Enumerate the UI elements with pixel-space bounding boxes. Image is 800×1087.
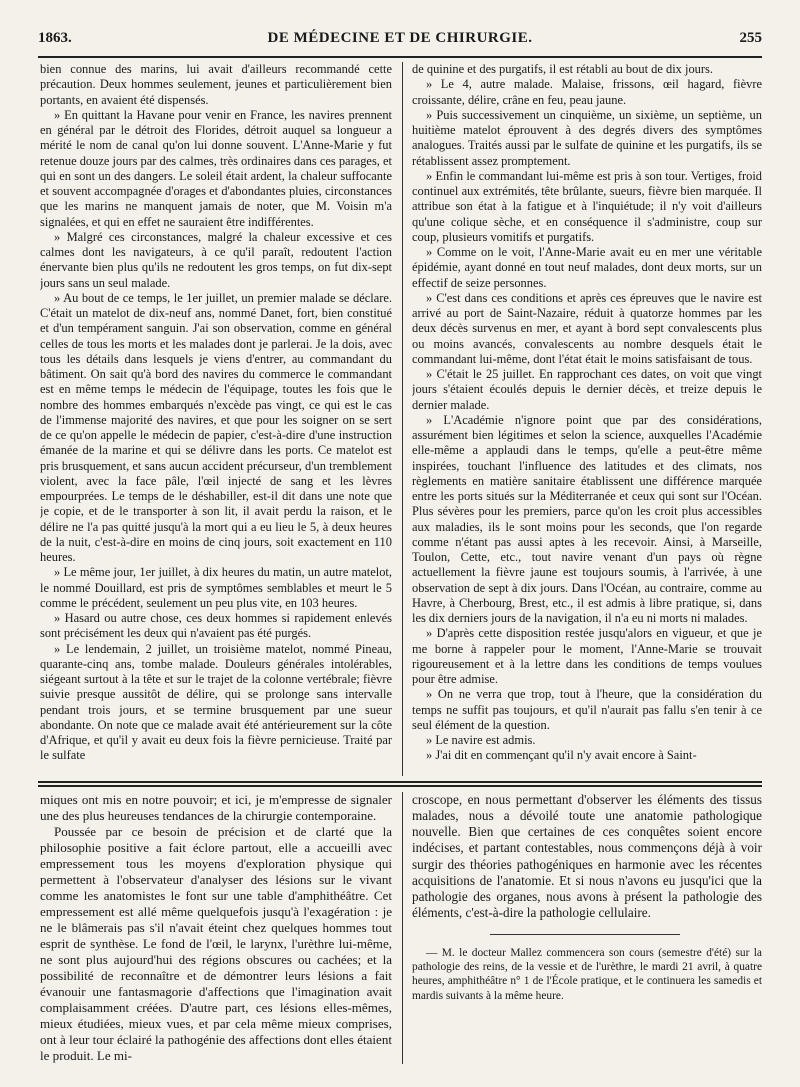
top-right-column [412,62,762,776]
paragraph: » En quittant la Havane pour venir en France, les navires prennent en général par le détroit des Florides, détroit auquel sa longueur a mérité le nom de canal qu'on lui donne souvent. L'Anne-Marie y fut retenue douze jours par des calmes, très ordinaires dans ces parages, et qui en sont un des dangers. Le soleil était ardent, la chaleur suffocante et souvent accompagnée d'orages et d'abondantes pluies, circonstances que les marins ne manquent jamais de noter, que M. Voisin m'a signalées, et qui en effet ne sauraient être indifférentes. [40,107,392,229]
paragraph: de quinine et des purgatifs, il est rétabli au bout de dix jours. [412,62,713,76]
paragraph: » Enfin le commandant lui-même est pris à son tour. Vertiges, froid continuel aux extrémités, tête brûlante, sueurs, fièvre bien marquée. Il attribue son état à la fatigue et à l'inquiétude; il n'y voit d'ailleurs qu'une colique sèche, et en conséquence il s'administre, coup sur coup, plusieurs vomitifs et purgatifs. [412,168,762,244]
paragraph: miques ont mis en notre pouvoir; et ici, je m'empresse de signaler une des plus heureuses tendances de la chirurgie contemporaine. [40,792,392,823]
paragraph: » On ne verra que trop, tout à l'heure, que la considération du temps ne suffit pas toujours, et qu'il n'aurait pas fallu s'en tenir à ce seul élément de la question. [412,687,762,732]
paragraph: » C'est dans ces conditions et après ces épreuves que le navire est arrivé au port de Saint-Nazaire, réduit à quatorze hommes par les deux décès survenus en mer, et ayant à bord sept convalescents plus ou moins avancés, convalescents au nombre desquels était le commandant lui-même, dont l'état était le moins satisfaisant de tous. [412,290,762,366]
paragraph: » C'était le 25 juillet. En rapprochant ces dates, on voit que vingt jours s'étaient écoulés depuis le dernier décès, et treize depuis le dernier malade. [412,367,762,412]
course-announcement [412,946,762,1022]
paragraph: » Le même jour, 1er juillet, à dix heures du matin, un autre matelot, le nommé Douillard, est pris de symptômes semblables et meurt le 5 comme le précédent, seulement un peu plus vite, en 103 heures. [40,565,392,610]
paragraph: » Malgré ces circonstances, malgré la chaleur excessive et ces calmes dont les navigateurs, à ce qu'il paraît, redoutent l'action énervante bien plus qu'ils ne redoutent les gros temps, on fut dix-sept jours sans un seul malade. [40,229,392,290]
top-left-column [40,62,392,776]
bottom-left-column [40,792,392,1064]
paragraph: croscope, en nous permettant d'observer les éléments des tissus malades, nous a dévoilé toute une anatomie pathologique nouvelle. Bien que certaines de ces conquêtes soient encore indécises, et partant contestables, nous commençons déjà à voir surgir des théories pathogéniques en harmonie avec les récentes acquisitions de l'anatomie. Et si nous n'avons eu jusqu'ici que la pathologie des organes, nous avons à présent la pathologie des éléments, c'est-à-dire la pathologie cellulaire. [412,792,762,920]
paragraph: » Le 4, autre malade. Malaise, frissons, œil hagard, fièvre croissante, délire, crâne en feu, peau jaune. [412,77,762,107]
header-year: 1863. [38,30,72,46]
bottom-right-column [412,792,762,920]
running-header [38,30,762,52]
paragraph: » Puis successivement un cinquième, un sixième, un septième, un huitième matelot éprouvent à des degrés divers des symptômes analogues. Traités aussi par le sulfate de quinine et les purgatifs, ils se rétablissent assez promptement. [412,107,762,168]
paragraph: » J'ai dit en commençant qu'il n'y avait encore à Saint- [426,748,697,763]
paragraph: » Le navire est admis. [426,733,536,747]
section-rule-1 [38,781,762,783]
paragraph: » Le lendemain, 2 juillet, un troisième matelot, nommé Pineau, quarante-cinq ans, tombe malade. Douleurs générales intolérables, siégeant surtout à la tête et sur le trajet de la colonne vertébrale; fièvre suivie presque aussitôt de délire, qui se prolonge sans intervalle pendant trois jours, et se termine brusquement par une sueur abondante. On note que ce malade avait été antérieurement sur la côte d'Afrique, et qu'il y avait eu deux fois la fièvre pernicieuse. Traité par le sulfate [40,641,392,763]
column-divider-top [402,62,403,776]
header-rule [38,56,762,58]
paragraph: Poussée par ce besoin de précision et de clarté que la philosophie positive a fait éclore partout, elle a accueilli avec empressement tous les moyens d'exploration physique qui permettent à l'observateur d'analyser des lésions sur le vivant comme les anatomistes le font sur une table d'amphithéâtre. Cet empressement est allé même quelquefois jusqu'à l'exagération : je ne le blâmerais pas s'il n'avait éteint chez quelques hommes tout esprit de synthèse. Le fond de l'œil, le larynx, l'urèthre lui-même, ne sont plus aujourd'hui des régions obscures ou cachées; et la possibilité de reconnaître et de démontrer leurs lésions a fait évanouir une fantasmagorie d'affections que l'imagination avait complaisamment créées. D'autre part, ces lésions elles-mêmes, mieux étudiées, mieux vues, et par cela même mieux comprises, ont à leur tour éclairé la pathogénie des affections dont elles étaient le produit. Le mi- [40,823,392,1063]
section-rule-2 [38,785,762,787]
paragraph: » Comme on le voit, l'Anne-Marie avait eu en mer une véritable épidémie, ayant donné en tout neuf malades, dont deux morts, sur un effectif de seize personnes. [412,245,762,290]
paragraph: » L'Académie n'ignore point que par des considérations, assurément bien légitimes et selon la science, auxquelles l'Académie elle-même a applaudi dans le temps, qu'elle a peut-être même inspirées, touchant l'influence des latitudes et des climats, nos règlements en matière sanitaire établissent une différence marquée entre les ports situés sur la Méditerranée et ceux qui sont sur l'Océan. Plus sévères pour les premiers, parce qu'on les croit plus accessibles aux maladies, ils le sont moins pour les seconds, que l'on regarde comme n'étant pas aussi aptes à les recevoir. Ainsi, à Marseille, Toulon, Cette, etc., tout navire venant d'un pays où règne actuellement la fièvre jaune est toujours soumis, à l'arrivée, à une observation de sept à dix jours. Dans l'Océan, au contraire, comme au Havre, à Cherbourg, Brest, etc., il est admis à libre pratique, si, dans les dix derniers jours de la navigation, il n'a eu ni morts ni malades. [412,412,762,625]
paragraph: » Au bout de ce temps, le 1er juillet, un premier malade se déclare. C'était un matelot de dix-neuf ans, nommé Danet, fort, bien constitué et d'un tempérament sanguin. J'ai son observation, comme en général celles de tous les morts et les malades dont je parlerai. Je la dois, avec tous les détails dans lesquels je viens d'entrer, au commandant du bâtiment. On sait qu'à bord des navires du commerce le commandant est en même temps le médecin de l'équipage, toutes les fois que le nombre des hommes embarqués n'excède pas vingt, ce qui est le cas de l'immense majorité des navires, et que pour les soigner on se sert de ce qu'on appelle le médecin de papier, c'est-à-dire d'une instruction émanée de la marine et qui se délivre dans les ports. Ce matelot est pris brusquement, et sans aucun accident précurseur, d'un tremblement violent, avec la face pâle, l'œil injecté de sang et les lèvres empourprées. Le temps de le déshabiller, est-il dit dans une note que je copie, et de le transporter à son lit, il avait perdu la raison, et le délire ne l'a pas quitté jusqu'à la mort qui a eu lieu le 5, à deux heures de la nuit, c'est-à-dire en moins de cinq jours, soit exactement en 110 heures. [40,290,392,564]
paragraph: » D'après cette disposition restée jusqu'alors en vigueur, et que je me borne à rappeler pour le moment, l'Anne-Marie se trouvait rigoureusement et à la lettre dans les conditions de temps voulues pour être admise. [412,626,762,686]
page-number: 255 [739,30,762,46]
paragraph: bien connue des marins, lui avait d'ailleurs recommandé cette précaution. Deux hommes seulement, jeunes et particulièrement bien portants, en avaient été dispensés. [40,62,392,107]
footnote-text: — M. le docteur Mallez commencera son cours (semestre d'été) sur la pathologie des reins, de la vessie et de l'urèthre, le mardi 21 avril, à quatre heures, amphithéâtre n° 1 de l'École pratique, et le continuera les samedis et mardis suivants à la même heure. [412,947,762,1002]
paragraph: » Hasard ou autre chose, ces deux hommes si rapidement enlevés sont précisément les deux qui n'avaient pas été purgés. [40,611,392,641]
column-divider-bottom [402,792,403,1064]
footnote-separator [490,934,680,935]
header-journal-title: DE MÉDECINE ET DE CHIRURGIE. [267,30,533,46]
